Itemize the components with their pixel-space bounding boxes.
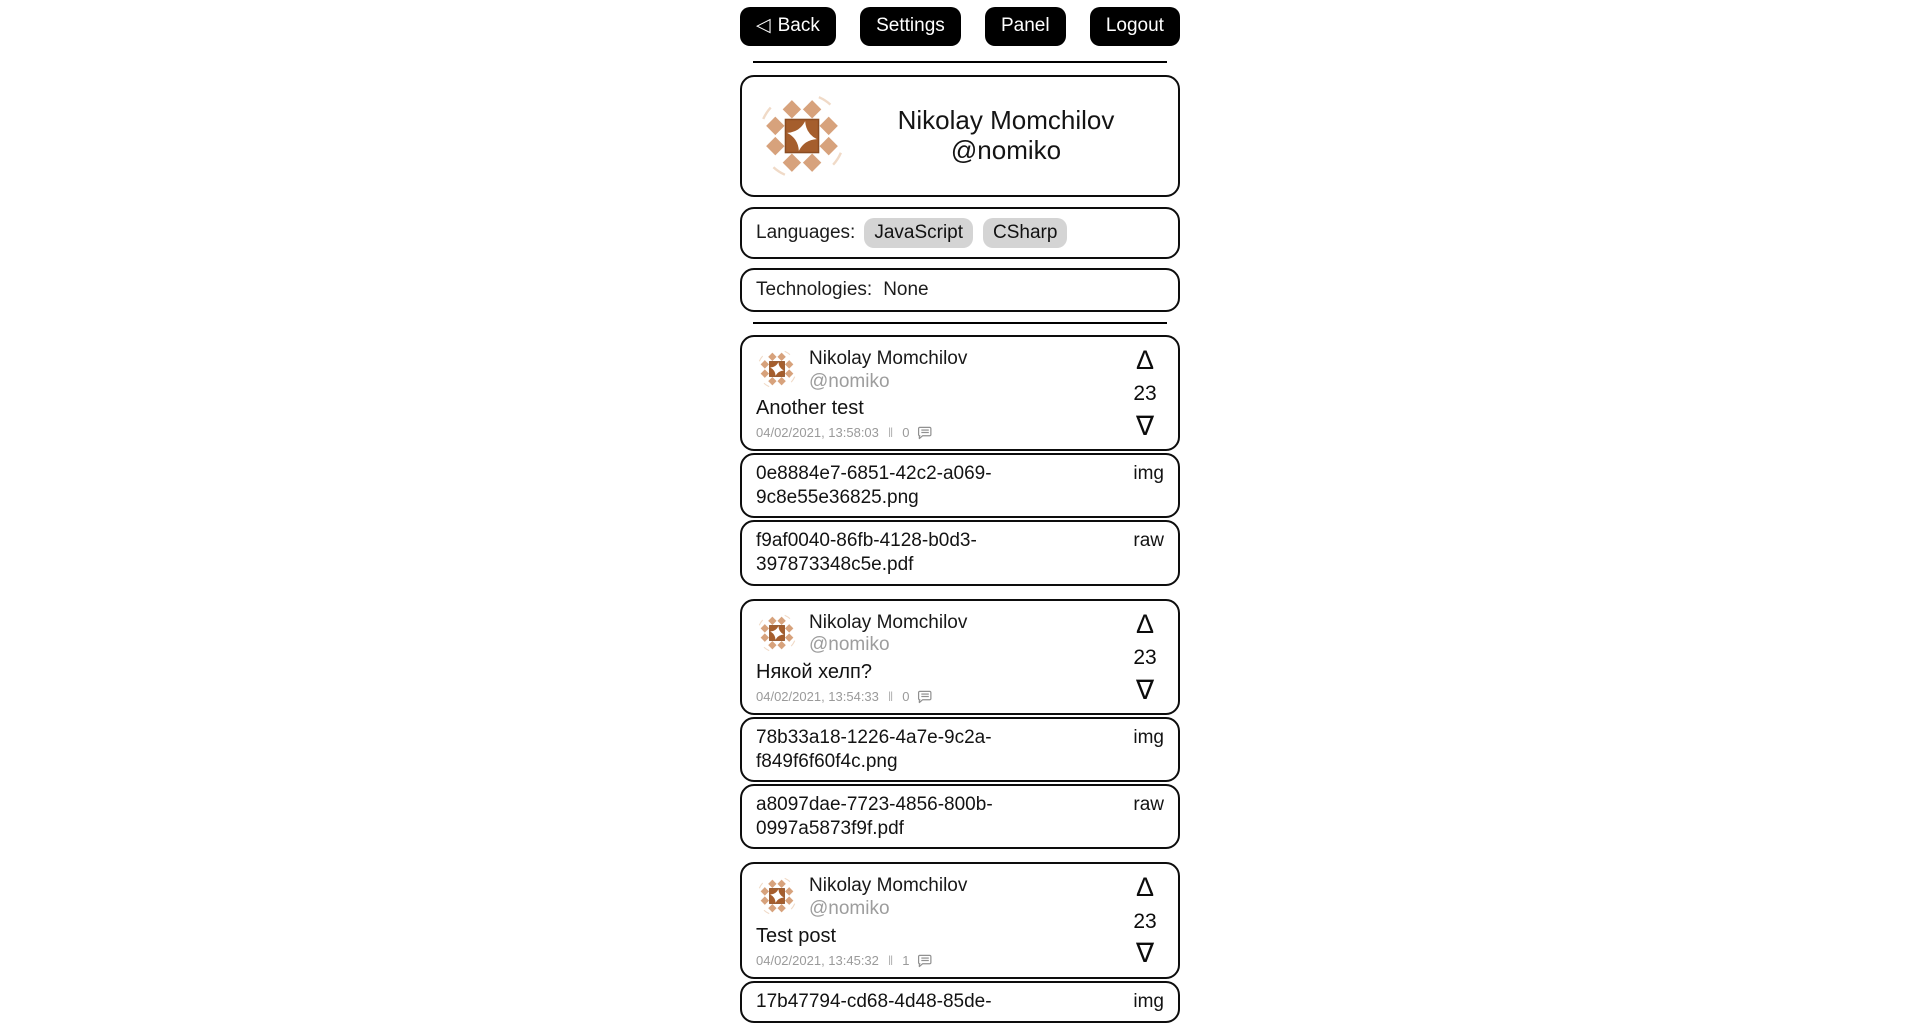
attachment-row[interactable] <box>740 981 1180 1023</box>
post-comments-count: 0 <box>902 425 910 441</box>
technologies-label: Technologies: <box>756 278 873 300</box>
post-card[interactable] <box>740 335 1180 452</box>
attachment-type: img <box>1133 727 1164 749</box>
post-author-name: Nikolay Momchilov <box>809 611 968 633</box>
post-author-handle: @nomiko <box>809 370 890 392</box>
post-meta <box>756 689 1164 704</box>
divider-posts <box>753 322 1167 324</box>
attachment-row[interactable] <box>740 520 1180 585</box>
comments-icon <box>917 689 932 704</box>
meta-separator: ‖ <box>887 425 894 441</box>
technologies-card <box>740 268 1180 312</box>
attachment-filename: f9af0040-86fb-4128-b0d3-397873348c5e.pdf <box>756 530 977 576</box>
technologies-value: None <box>883 278 929 300</box>
settings-button-label: Settings <box>876 15 945 36</box>
attachment-filename: 17b47794-cd68-4d48-85de- <box>756 990 992 1012</box>
post-avatar-icon <box>756 348 798 390</box>
post-comments-count: 0 <box>902 689 910 705</box>
vote-column <box>1125 608 1165 705</box>
attachment-row[interactable] <box>740 453 1180 518</box>
languages-label: Languages: <box>756 221 856 243</box>
attachment-type: img <box>1133 463 1164 485</box>
attachment-row[interactable] <box>740 717 1180 782</box>
post-date: 04/02/2021, 13:58:03 <box>756 425 879 441</box>
attachment-type: img <box>1133 990 1164 1012</box>
post <box>740 599 1180 850</box>
vote-column <box>1125 872 1165 969</box>
settings-button[interactable] <box>860 7 961 46</box>
comments-icon <box>917 425 932 440</box>
post-author-row <box>756 874 1164 920</box>
downvote-button[interactable]: ∇ <box>1135 674 1155 705</box>
post <box>740 335 1180 586</box>
post-card[interactable] <box>740 862 1180 979</box>
attachment-filename: 0e8884e7-6851-42c2-a069-9c8e55e36825.png <box>756 463 992 508</box>
meta-separator: ‖ <box>887 952 894 968</box>
post-title: Another test <box>756 397 864 420</box>
attachment-filename: 78b33a18-1226-4a7e-9c2a-f849f6f60f4c.png <box>756 727 992 772</box>
profile-card <box>740 75 1180 197</box>
back-button-label: Back <box>777 15 820 36</box>
panel-button-label: Panel <box>1001 15 1050 36</box>
vote-column <box>1125 344 1165 441</box>
post-date: 04/02/2021, 13:45:32 <box>756 952 879 968</box>
post-author-handle: @nomiko <box>809 898 890 920</box>
back-button[interactable] <box>740 7 836 46</box>
language-badge-javascript: JavaScript <box>864 218 973 248</box>
profile-handle: @nomiko <box>950 134 1062 165</box>
vote-count: 23 <box>1133 645 1157 669</box>
downvote-button[interactable]: ∇ <box>1135 938 1155 969</box>
content-column <box>740 0 1180 1023</box>
panel-button[interactable] <box>985 7 1066 46</box>
post-card[interactable] <box>740 599 1180 716</box>
downvote-button[interactable]: ∇ <box>1135 410 1155 441</box>
post-meta <box>756 425 1164 440</box>
post-meta <box>756 953 1164 968</box>
post-avatar-icon <box>756 612 798 654</box>
attachment-filename: a8097dae-7723-4856-800b-0997a5873f9f.pdf <box>756 794 993 839</box>
back-icon: ◁ <box>756 15 771 36</box>
attachment-type: raw <box>1133 794 1164 816</box>
logout-button-label: Logout <box>1105 15 1164 36</box>
comments-icon <box>917 953 932 968</box>
meta-separator: ‖ <box>887 689 894 705</box>
vote-count: 23 <box>1133 909 1157 933</box>
attachment-row[interactable] <box>740 784 1180 849</box>
languages-card <box>740 207 1180 259</box>
toolbar <box>740 7 1180 46</box>
posts-list <box>740 335 1180 1023</box>
post-author-handle: @nomiko <box>809 634 890 656</box>
profile-avatar-icon <box>756 90 848 182</box>
post-avatar-icon <box>756 875 798 917</box>
post-author-row <box>756 608 1164 657</box>
post-author-row <box>756 344 1164 393</box>
post-author-name: Nikolay Momchilov <box>809 875 968 897</box>
divider-top <box>753 61 1167 63</box>
post-title: Test post <box>756 924 837 947</box>
post-author-name: Nikolay Momchilov <box>809 347 968 369</box>
logout-button[interactable] <box>1090 7 1180 46</box>
post-title: Някой хелп? <box>756 661 872 684</box>
upvote-button[interactable]: Δ <box>1135 344 1155 375</box>
attachment-type: raw <box>1133 530 1164 552</box>
language-badge-csharp: CSharp <box>983 218 1067 248</box>
post-date: 04/02/2021, 13:54:33 <box>756 689 879 705</box>
post-comments-count: 1 <box>902 952 910 968</box>
vote-count: 23 <box>1133 382 1157 406</box>
profile-name: Nikolay Momchilov <box>897 104 1115 135</box>
upvote-button[interactable]: Δ <box>1135 872 1155 903</box>
upvote-button[interactable]: Δ <box>1135 608 1155 639</box>
post <box>740 862 1180 1022</box>
profile-names <box>848 106 1164 166</box>
